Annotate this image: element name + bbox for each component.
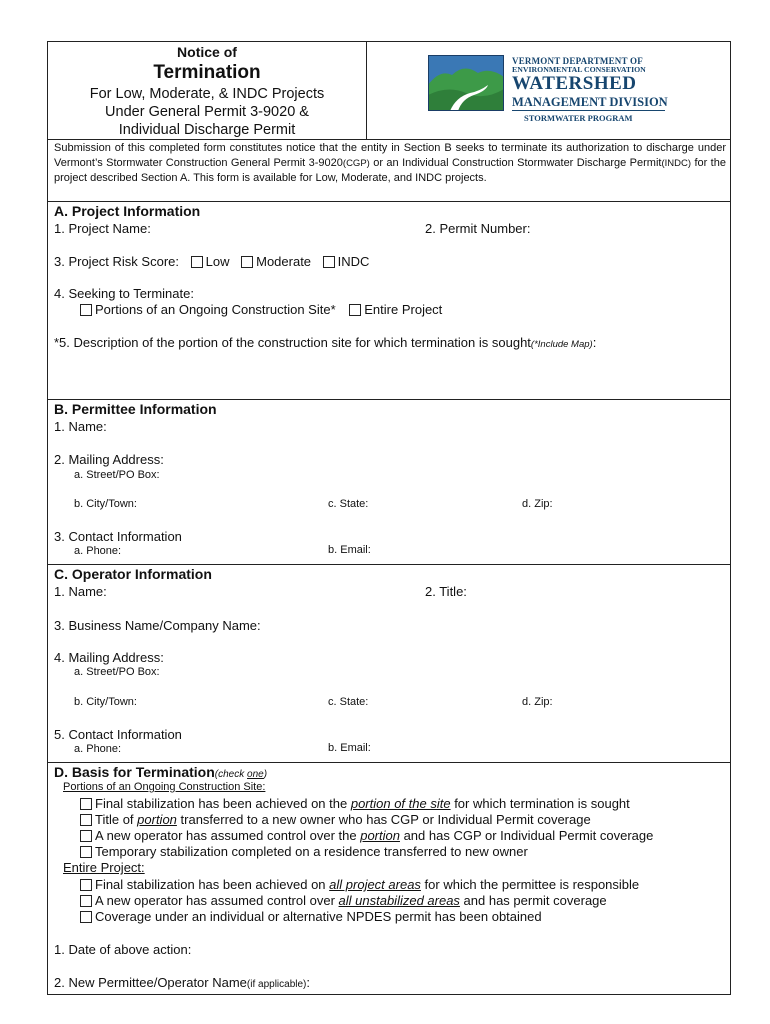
intro-rule [48,201,730,202]
seeking-label: 4. Seeking to Terminate: [54,286,194,301]
form-title: Termination [153,62,261,83]
operator-contact-label: 5. Contact Information [54,727,182,742]
operator-zip-label: d. Zip: [522,696,553,708]
basis-portion-title-text-1: Title of [95,812,138,827]
basis-entire-operator-text-2: and has permit coverage [459,893,607,908]
permittee-street-label: a. Street/PO Box: [74,469,160,481]
new-permittee-label: 2. New Permittee/Operator Name [54,975,247,990]
basis-portion-title [80,812,591,827]
logo-rule [512,110,665,111]
risk-low-checkbox[interactable] [191,256,203,268]
operator-name-label: 1. Name: [54,584,107,599]
permit-number-label: 2. Permit Number: [425,221,531,236]
business-name-label: 3. Business Name/Company Name: [54,618,261,633]
permittee-contact-label: 3. Contact Information [54,529,182,544]
header-divider [366,42,367,139]
basis-portion-temporary-checkbox[interactable] [80,846,92,858]
basis-portion-operator-checkbox[interactable] [80,830,92,842]
section-c-rule [48,762,730,763]
basis-portion-operator-text-2: and has CGP or Individual Permit coverage [399,828,654,843]
include-map-note: (*Include Map) [530,339,593,350]
description-colon: : [592,335,597,350]
basis-portion-final [80,796,630,811]
basis-portion-final-checkbox[interactable] [80,798,92,810]
check-one-note [215,769,267,780]
basis-portion-title-text-2: transferred to a new owner who has CGP or Individual Permit coverage [176,812,591,827]
risk-moderate-checkbox[interactable] [241,256,253,268]
basis-entire-npdes-text: Coverage under an individual or alternative NPDES permit has been obtained [95,909,542,924]
permittee-city-label: b. City/Town: [74,498,137,510]
basis-entire-operator-text-1: A new operator has assumed control over [95,893,339,908]
permittee-phone-label: a. Phone: [74,545,122,557]
operator-state-label: c. State: [328,696,369,708]
section-d-title: D. Basis for Termination [54,764,215,780]
basis-portion-final-text-1: Final stabilization has been achieved on the [95,796,351,811]
basis-portion-final-text-2: for which termination is sought [450,796,630,811]
description-label: *5. Description of the portion of the construction site for which termination is sought [54,335,531,350]
division-wordmark: MANAGEMENT DIVISION [512,95,668,109]
section-a-title: A. Project Information [54,203,201,219]
permittee-name-label: 1. Name: [54,419,107,434]
basis-portion-operator-text-1: A new operator has assumed control over the [95,828,361,843]
intro-text-3: for the project described Section A. This form is available for Low, Moderate, and INDC projects. [54,157,726,184]
risk-indc-label: INDC [337,254,370,269]
basis-portion-temporary-text: Temporary stabilization completed on a residence transferred to new owner [95,844,528,859]
basis-entire-final-checkbox[interactable] [80,879,92,891]
date-of-action-label: 1. Date of above action: [54,942,192,957]
dept-line-1: VERMONT DEPARTMENT OF [512,56,643,66]
portions-heading: Portions of an Ongoing Construction Site: [63,781,266,793]
if-applicable-note: (if applicable) [246,979,307,990]
operator-email-label: b. Email: [328,742,371,754]
basis-portion-final-emph: portion of the site [350,796,451,811]
operator-mailing-label: 4. Mailing Address: [54,650,164,665]
permittee-zip-label: d. Zip: [522,498,553,510]
seeking-options [80,302,442,317]
intro-cgp: (CGP) [342,158,370,169]
check-one-pre: (check [214,769,248,780]
intro-text-2: or an Individual Construction Stormwater Discharge Permit [369,157,662,169]
basis-portion-operator-emph: portion [360,828,400,843]
intro-indc: (INDC) [661,158,692,169]
entire-project-checkbox[interactable] [349,304,361,316]
dept-line-2: ENVIRONMENTAL CONSERVATION [512,65,646,74]
section-b-rule [48,564,730,565]
header-rule [48,139,730,140]
check-one-post: ) [263,769,268,780]
notice-of-termination-form [47,41,731,995]
basis-entire-final-text-1: Final stabilization has been achieved on [95,877,330,892]
entire-heading: Entire Project: [63,860,145,875]
permittee-mailing-label: 2. Mailing Address: [54,452,164,467]
operator-city-label: b. City/Town: [74,696,137,708]
check-one-word: one [247,769,264,780]
basis-portion-title-checkbox[interactable] [80,814,92,826]
operator-title-label: 2. Title: [425,584,467,599]
basis-entire-npdes [80,909,542,924]
new-permittee-colon: : [306,975,311,990]
operator-street-label: a. Street/PO Box: [74,666,160,678]
risk-low-label: Low [205,254,230,269]
portion-checkbox[interactable] [80,304,92,316]
section-a-rule [48,399,730,400]
permittee-state-label: c. State: [328,498,369,510]
description-row [54,335,596,350]
risk-indc-checkbox[interactable] [323,256,335,268]
subtitle-line-2: Under General Permit 3-9020 & [105,104,309,120]
subtitle-line-1: For Low, Moderate, & INDC Projects [89,86,325,102]
basis-entire-final-text-2: for which the permittee is responsible [420,877,640,892]
risk-score-label: 3. Project Risk Score: [54,254,179,269]
basis-entire-final-emph: all project areas [329,877,421,892]
program-wordmark: STORMWATER PROGRAM [524,113,633,123]
notice-of-label: Notice of [177,44,237,60]
entire-project-label: Entire Project [364,302,443,317]
basis-entire-operator [80,893,607,908]
basis-portion-title-emph: portion [137,812,177,827]
permittee-email-label: b. Email: [328,544,371,556]
basis-entire-npdes-checkbox[interactable] [80,911,92,923]
risk-score-row [54,254,369,269]
risk-moderate-label: Moderate [256,254,312,269]
basis-entire-final [80,877,639,892]
section-d-heading [54,764,267,782]
section-b-title: B. Permittee Information [54,401,217,417]
subtitle-line-3: Individual Discharge Permit [118,122,296,138]
basis-entire-operator-checkbox[interactable] [80,895,92,907]
intro-text-1: Submission of this completed form constitutes notice that the entity in Section B seeks to terminate its authorization to discharge under Vermont’s Stormwater Construction General Permit 3-9020 [54,142,726,169]
basis-portion-temporary [80,844,528,859]
basis-entire-operator-emph: all unstabilized areas [338,893,460,908]
landscape-icon [428,55,504,111]
section-c-title: C. Operator Information [54,566,212,582]
project-name-label: 1. Project Name: [54,221,151,236]
operator-phone-label: a. Phone: [74,743,122,755]
watershed-wordmark: WATERSHED [512,73,637,94]
basis-portion-operator [80,828,653,843]
intro-paragraph [54,141,726,186]
portion-label: Portions of an Ongoing Construction Site* [95,302,336,317]
new-permittee-row [54,975,310,990]
